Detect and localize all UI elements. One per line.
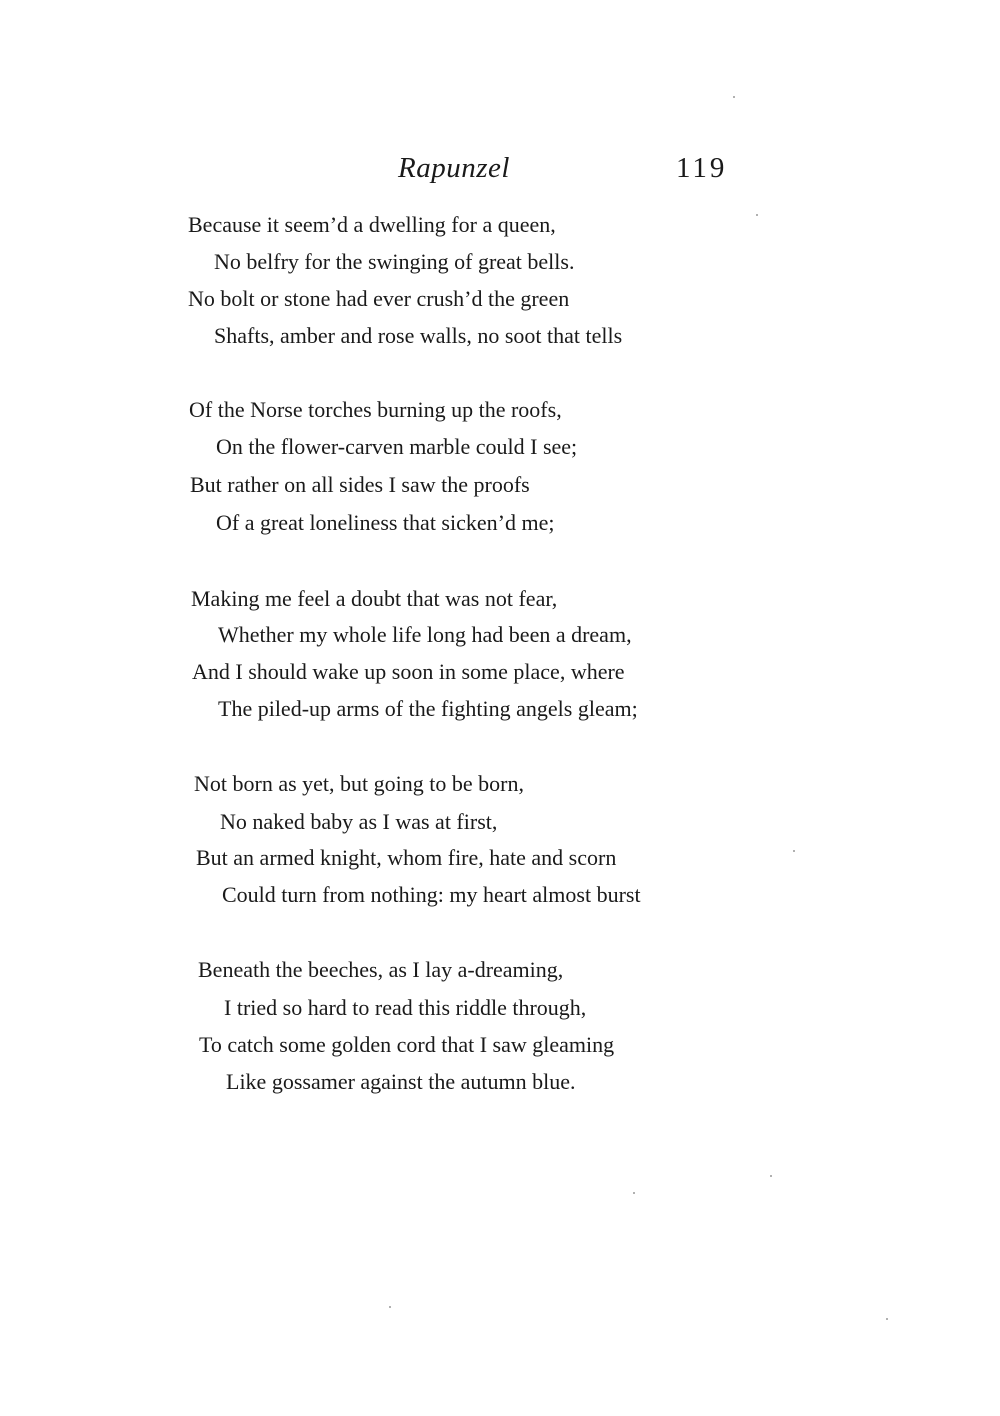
poem-line: Beneath the beeches, as I lay a-dreaming, xyxy=(198,957,564,982)
poem-line: No belfry for the swinging of great bells. xyxy=(214,249,575,274)
poem-line: Because it seem’d a dwelling for a queen, xyxy=(188,212,556,237)
poem-line: And I should wake up soon in some place, where xyxy=(192,659,625,684)
poem-line: But rather on all sides I saw the proofs xyxy=(190,472,530,497)
scan-speck xyxy=(770,1175,772,1177)
poem-line: Making me feel a doubt that was not fear, xyxy=(191,586,558,611)
poem-line: Not born as yet, but going to be born, xyxy=(194,771,524,796)
poem-line: But an armed knight, whom fire, hate and scorn xyxy=(196,845,617,870)
poem-line: Whether my whole life long had been a dream, xyxy=(218,622,632,647)
running-title: Rapunzel xyxy=(398,152,510,184)
scan-speck xyxy=(793,850,795,852)
poem-line: Shafts, amber and rose walls, no soot that tells xyxy=(214,323,623,348)
poem-line: To catch some golden cord that I saw gleaming xyxy=(199,1032,615,1057)
scan-speck xyxy=(733,96,735,98)
poem-line: No naked baby as I was at first, xyxy=(220,809,498,834)
poem-line: Could turn from nothing: my heart almost burst xyxy=(222,882,641,907)
poem-line: Like gossamer against the autumn blue. xyxy=(226,1069,576,1094)
scan-speck xyxy=(886,1318,888,1320)
poem-line: On the flower-carven marble could I see; xyxy=(216,434,578,459)
scan-speck xyxy=(389,1306,391,1308)
poem-line: The piled-up arms of the fighting angels gleam; xyxy=(218,696,638,721)
poem-line: Of a great loneliness that sicken’d me; xyxy=(216,510,555,535)
poem-line: I tried so hard to read this riddle through, xyxy=(224,995,587,1020)
scan-speck xyxy=(756,214,758,216)
scan-speck xyxy=(633,1192,635,1194)
poem-line: No bolt or stone had ever crush’d the green xyxy=(188,286,570,311)
page-number: 119 xyxy=(676,152,728,184)
poem-line: Of the Norse torches burning up the roofs, xyxy=(189,397,562,422)
